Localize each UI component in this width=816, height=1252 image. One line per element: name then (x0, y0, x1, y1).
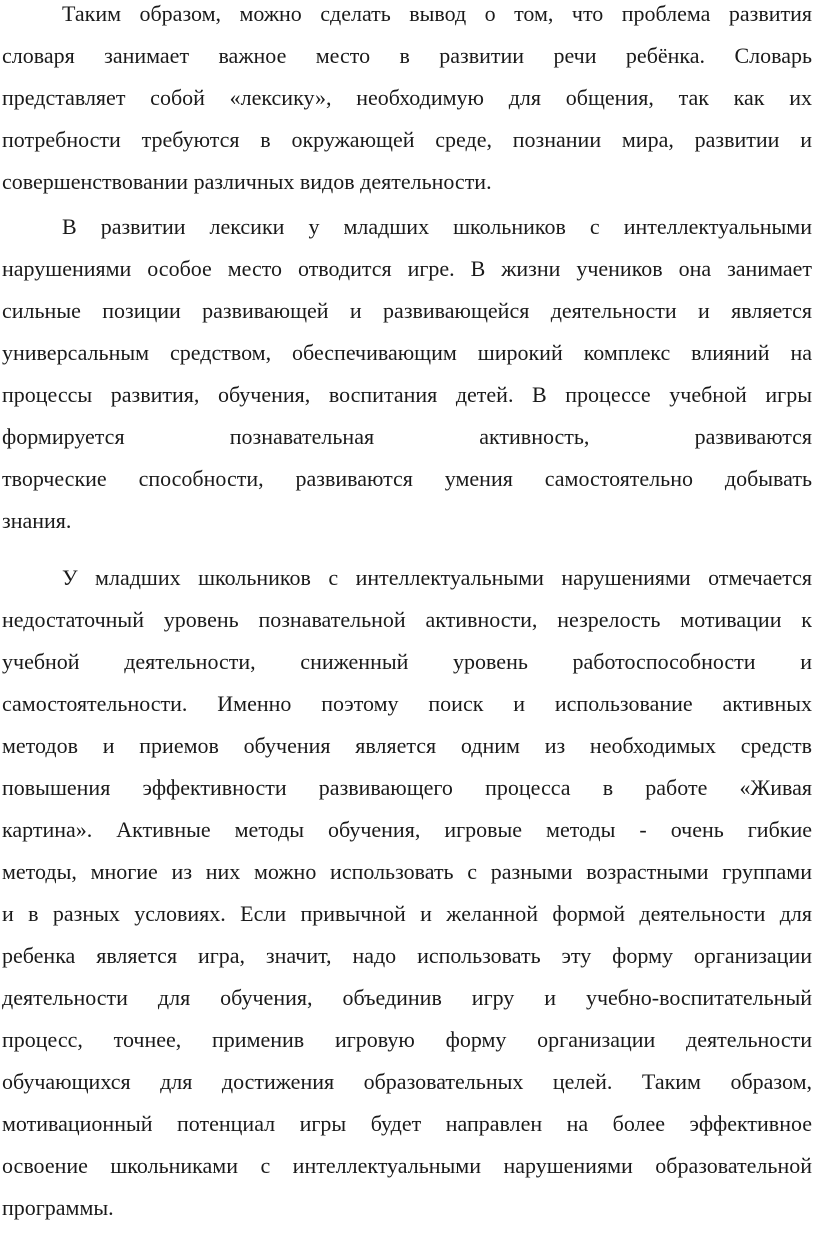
text-line: творческие способности, развиваются умения самостоятельно добывать (2, 466, 812, 491)
text-line: программы. (2, 1195, 114, 1220)
text-line: совершенствовании различных видов деятельности. (2, 169, 492, 194)
text-line: представляет собой «лексику», необходимую для общения, так как их (2, 85, 812, 110)
text-line: методы, многие из них можно использовать с разными возрастными группами (2, 859, 812, 884)
text-line: универсальным средством, обеспечивающим широкий комплекс влияний на (2, 340, 812, 365)
text-line: самостоятельности. Именно поэтому поиск и использование активных (2, 691, 812, 716)
text-line: Таким образом, можно сделать вывод о том, что проблема развития (62, 1, 812, 26)
text-line: обучающихся для достижения образовательных целей. Таким образом, (2, 1069, 812, 1094)
text-line: мотивационный потенциал игры будет направлен на более эффективное (2, 1111, 812, 1136)
text-line: деятельности для обучения, объединив игру и учебно-воспитательный (2, 985, 812, 1010)
text-line: потребности требуются в окружающей среде, познании мира, развитии и (2, 127, 812, 152)
text-line: словаря занимает важное место в развитии речи ребёнка. Словарь (2, 43, 812, 68)
text-line: ребенка является игра, значит, надо использовать эту форму организации (2, 943, 812, 968)
text-line: картина». Активные методы обучения, игровые методы - очень гибкие (2, 817, 812, 842)
text-line: освоение школьниками с интеллектуальными нарушениями образовательной (2, 1153, 812, 1178)
text-line: и в разных условиях. Если привычной и желанной формой деятельности для (2, 901, 812, 926)
text-line: нарушениями особое место отводится игре. В жизни учеников она занимает (2, 256, 812, 281)
text-line: В развитии лексики у младших школьников с интеллектуальными (62, 214, 812, 239)
text-line: формируется познавательная активность, развиваются (2, 424, 812, 449)
text-line: недостаточный уровень познавательной активности, незрелость мотивации к (2, 607, 812, 632)
text-line: процессы развития, обучения, воспитания детей. В процессе учебной игры (2, 382, 812, 407)
text-line: знания. (2, 508, 72, 533)
text-line: методов и приемов обучения является одним из необходимых средств (2, 733, 812, 758)
text-line: сильные позиции развивающей и развивающейся деятельности и является (2, 298, 812, 323)
text-line: учебной деятельности, сниженный уровень работоспособности и (2, 649, 812, 674)
text-line: повышения эффективности развивающего процесса в работе «Живая (2, 775, 812, 800)
text-line: У младших школьников с интеллектуальными нарушениями отмечается (62, 565, 812, 590)
text-line: процесс, точнее, применив игровую форму организации деятельности (2, 1027, 812, 1052)
